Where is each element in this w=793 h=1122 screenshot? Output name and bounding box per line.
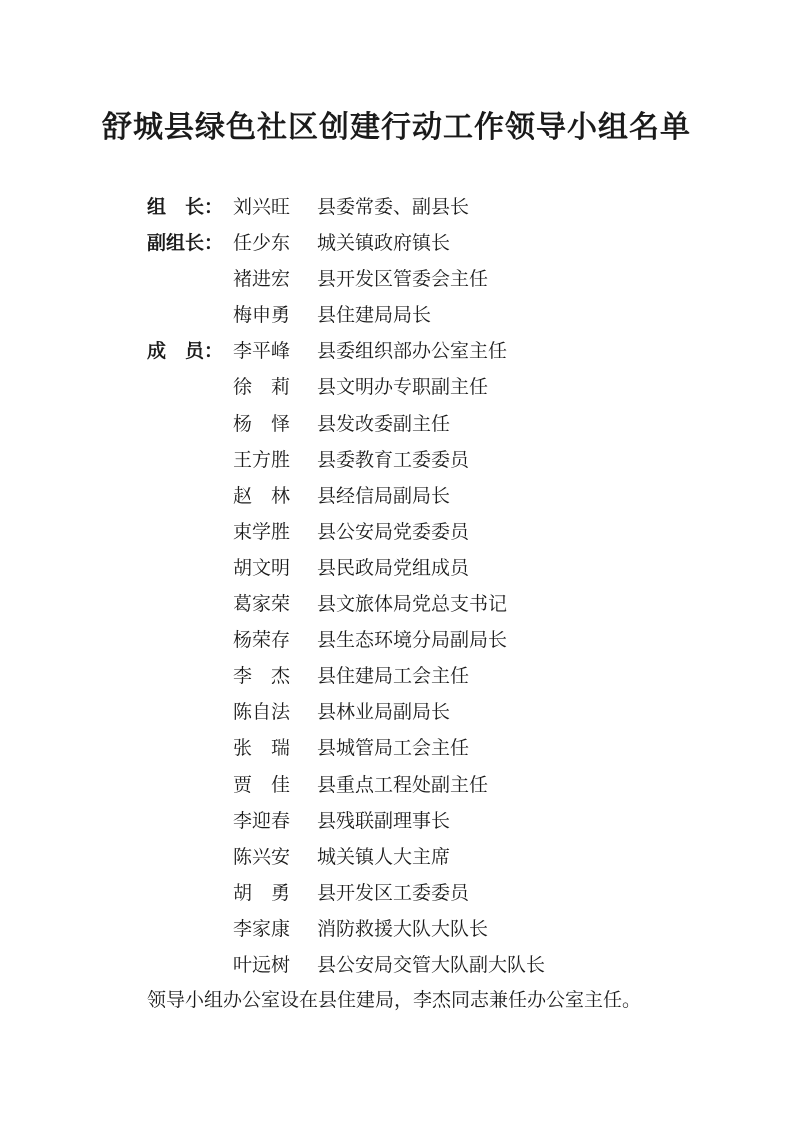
- member-position: 县公安局交管大队副大队长: [317, 953, 546, 976]
- member-position: 县住建局局长: [317, 304, 432, 327]
- roster-row: [147, 297, 707, 333]
- roster-row: [147, 803, 707, 839]
- member-name: 陈自法: [233, 701, 291, 724]
- roster-row: [147, 406, 707, 442]
- member-roster: [147, 189, 707, 983]
- member-name: 李迎春: [233, 809, 291, 832]
- member-name: 徐 莉: [233, 376, 291, 399]
- roster-row: [147, 514, 707, 550]
- member-name: 杨荣存: [233, 629, 291, 652]
- member-position: 县委教育工委委员: [317, 448, 470, 471]
- member-position: 县发改委副主任: [317, 412, 451, 435]
- role-label: 成 员：: [147, 340, 224, 363]
- roster-row: [147, 189, 707, 225]
- member-position: 消防救援大队大队长: [317, 917, 489, 940]
- member-position: 城关镇人大主席: [317, 845, 451, 868]
- roster-row: [147, 586, 707, 622]
- member-name: 胡 勇: [233, 881, 291, 904]
- member-position: 县开发区工委委员: [317, 881, 470, 904]
- roster-row: [147, 261, 707, 297]
- member-name: 褚进宏: [233, 268, 291, 291]
- member-name: 贾 佳: [233, 773, 291, 796]
- roster-row: [147, 658, 707, 694]
- member-position: 县重点工程处副主任: [317, 773, 489, 796]
- member-position: 县林业局副局长: [317, 701, 451, 724]
- member-name: 胡文明: [233, 556, 291, 579]
- roster-row: [147, 839, 707, 875]
- roster-row: [147, 369, 707, 405]
- roster-row: [147, 442, 707, 478]
- member-name: 张 瑞: [233, 737, 291, 760]
- member-name: 陈兴安: [233, 845, 291, 868]
- member-name: 葛家荣: [233, 593, 291, 616]
- member-name: 李 杰: [233, 665, 291, 688]
- roster-row: [147, 730, 707, 766]
- roster-row: [147, 911, 707, 947]
- member-name: 李家康: [233, 917, 291, 940]
- member-position: 县民政局党组成员: [317, 556, 470, 579]
- roster-row: [147, 225, 707, 261]
- member-position: 县残联副理事长: [317, 809, 451, 832]
- member-name: 梅申勇: [233, 304, 291, 327]
- roster-row: [147, 550, 707, 586]
- member-name: 杨 怿: [233, 412, 291, 435]
- member-name: 任少东: [233, 232, 291, 255]
- member-name: 赵 林: [233, 484, 291, 507]
- member-name: 叶远树: [233, 953, 291, 976]
- role-label: 组 长：: [147, 196, 224, 218]
- member-name: 李平峰: [233, 340, 291, 363]
- roster-row: [147, 622, 707, 658]
- role-label: 副组长：: [147, 232, 224, 255]
- member-position: 县公安局党委委员: [317, 520, 470, 543]
- roster-row: [147, 333, 707, 369]
- member-position: 县住建局工会主任: [317, 665, 470, 688]
- member-position: 县文明办专职副主任: [317, 376, 489, 399]
- member-position: 县委常委、副县长: [317, 196, 470, 218]
- roster-row: [147, 875, 707, 911]
- roster-row: [147, 478, 707, 514]
- member-name: 王方胜: [233, 448, 291, 471]
- roster-row: [147, 694, 707, 730]
- roster-row: [147, 767, 707, 803]
- member-position: 县城管局工会主任: [317, 737, 470, 760]
- document-title: 舒城县绿色社区创建行动工作领导小组名单: [102, 110, 691, 145]
- member-position: 城关镇政府镇长: [317, 232, 451, 255]
- office-note: 领导小组办公室设在县住建局，李杰同志兼任办公室主任。: [147, 989, 642, 1011]
- member-name: 束学胜: [233, 520, 291, 543]
- member-position: 县生态环境分局副局长: [317, 629, 508, 652]
- member-position: 县文旅体局党总支书记: [317, 593, 508, 616]
- roster-row: [147, 947, 707, 983]
- member-name: 刘兴旺: [233, 196, 291, 218]
- member-position: 县委组织部办公室主任: [317, 340, 508, 363]
- member-position: 县开发区管委会主任: [317, 268, 489, 291]
- member-position: 县经信局副局长: [317, 484, 451, 507]
